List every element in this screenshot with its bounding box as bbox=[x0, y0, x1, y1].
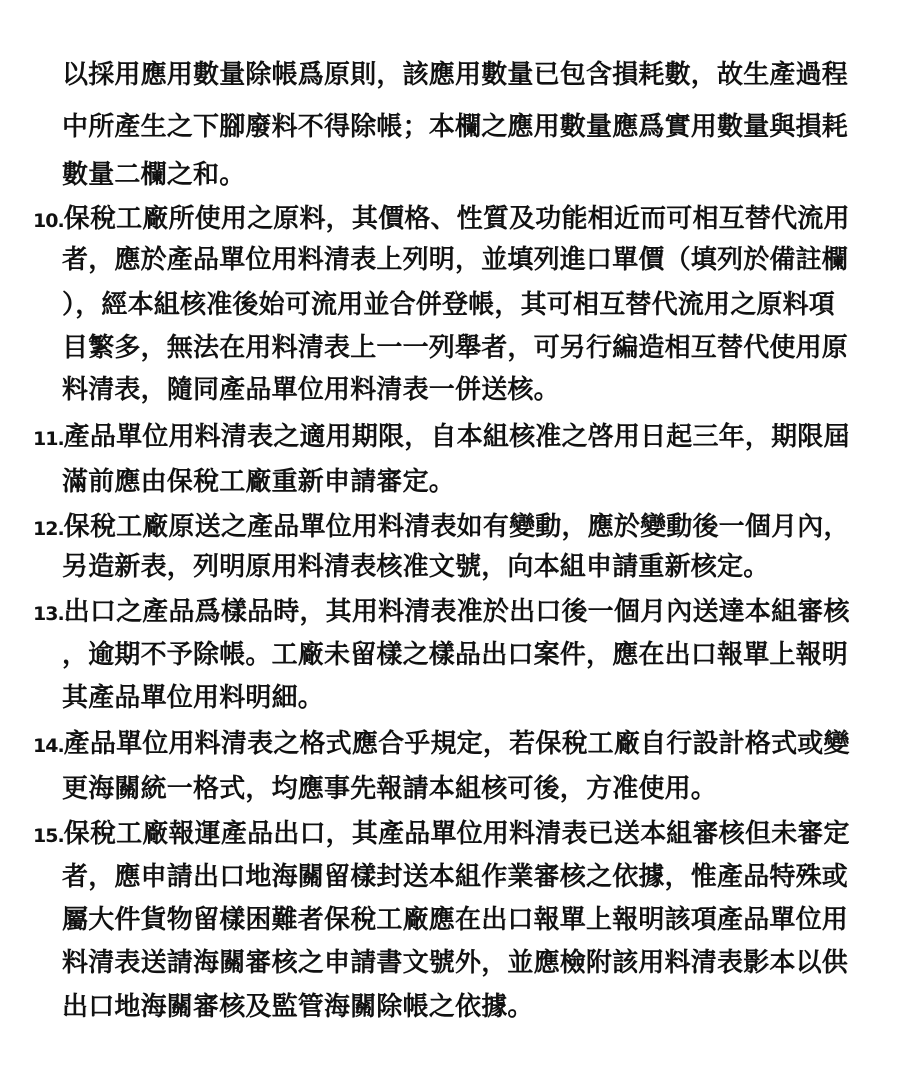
numbered-item-10: 10.保稅工廠所使用之原料，其價格、性質及功能相近而可相互替代流用 bbox=[33, 204, 850, 234]
numbered-item-14: 14.產品單位用料清表之格式應合乎規定，若保稅工廠自行設計格式或變 bbox=[33, 729, 850, 759]
text-line: 數量二欄之和。 bbox=[62, 160, 246, 190]
text-line: 出口地海關審核及監管海關除帳之依據。 bbox=[62, 992, 534, 1022]
text-line: 料清表送請海關審核之申請書文號外，並應檢附該用料清表影本以供 bbox=[62, 948, 849, 978]
text-line: 更海關統一格式，均應事先報請本組核可後，方准使用。 bbox=[62, 774, 718, 804]
text-line: 其產品單位用料明細。 bbox=[62, 683, 325, 713]
text-line: ），經本組核准後始可流用並合併登帳，其可相互替代流用之原料項 bbox=[62, 290, 836, 320]
numbered-item-11: 11.產品單位用料清表之適用期限，自本組核准之啓用日起三年，期限屆 bbox=[33, 422, 850, 452]
numbered-item-15: 15.保稅工廠報運產品出口，其產品單位用料清表已送本組審核但未審定 bbox=[33, 819, 850, 849]
item-number: 10. bbox=[33, 210, 64, 232]
text-line: 屬大件貨物留樣困難者保稅工廠應在出口報單上報明該項產品單位用 bbox=[62, 905, 849, 935]
text-line: ，逾期不予除帳。工廠未留樣之樣品出口案件，應在出口報單上報明 bbox=[62, 640, 849, 670]
numbered-item-13: 13.出口之產品爲樣品時，其用料清表准於出口後一個月內送達本組審核 bbox=[33, 597, 850, 627]
text-line: 中所產生之下腳廢料不得除帳；本欄之應用數量應爲實用數量與損耗 bbox=[62, 112, 849, 142]
item-number: 11. bbox=[33, 428, 64, 450]
text-line: 以採用應用數量除帳爲原則，該應用數量已包含損耗數，故生產過程 bbox=[62, 60, 849, 90]
item-number: 12. bbox=[33, 518, 64, 540]
item-number: 15. bbox=[33, 825, 64, 847]
text-line: 另造新表，列明原用料清表核准文號，向本組申請重新核定。 bbox=[62, 552, 770, 582]
text-line: 者，應於產品單位用料清表上列明，並填列進口單價（填列於備註欄 bbox=[62, 245, 849, 275]
numbered-item-12: 12.保稅工廠原送之產品單位用料清表如有變動，應於變動後一個月內， bbox=[33, 512, 850, 542]
text-line: 料清表，隨同產品單位用料清表一併送核。 bbox=[62, 375, 560, 405]
text-line: 者，應申請出口地海關留樣封送本組作業審核之依據，惟產品特殊或 bbox=[62, 862, 849, 892]
item-number: 13. bbox=[33, 603, 64, 625]
text-line: 滿前應由保稅工廠重新申請審定。 bbox=[62, 467, 456, 497]
item-number: 14. bbox=[33, 735, 64, 757]
text-line: 目繁多，無法在用料清表上一一列舉者，可另行編造相互替代使用原 bbox=[62, 333, 849, 363]
